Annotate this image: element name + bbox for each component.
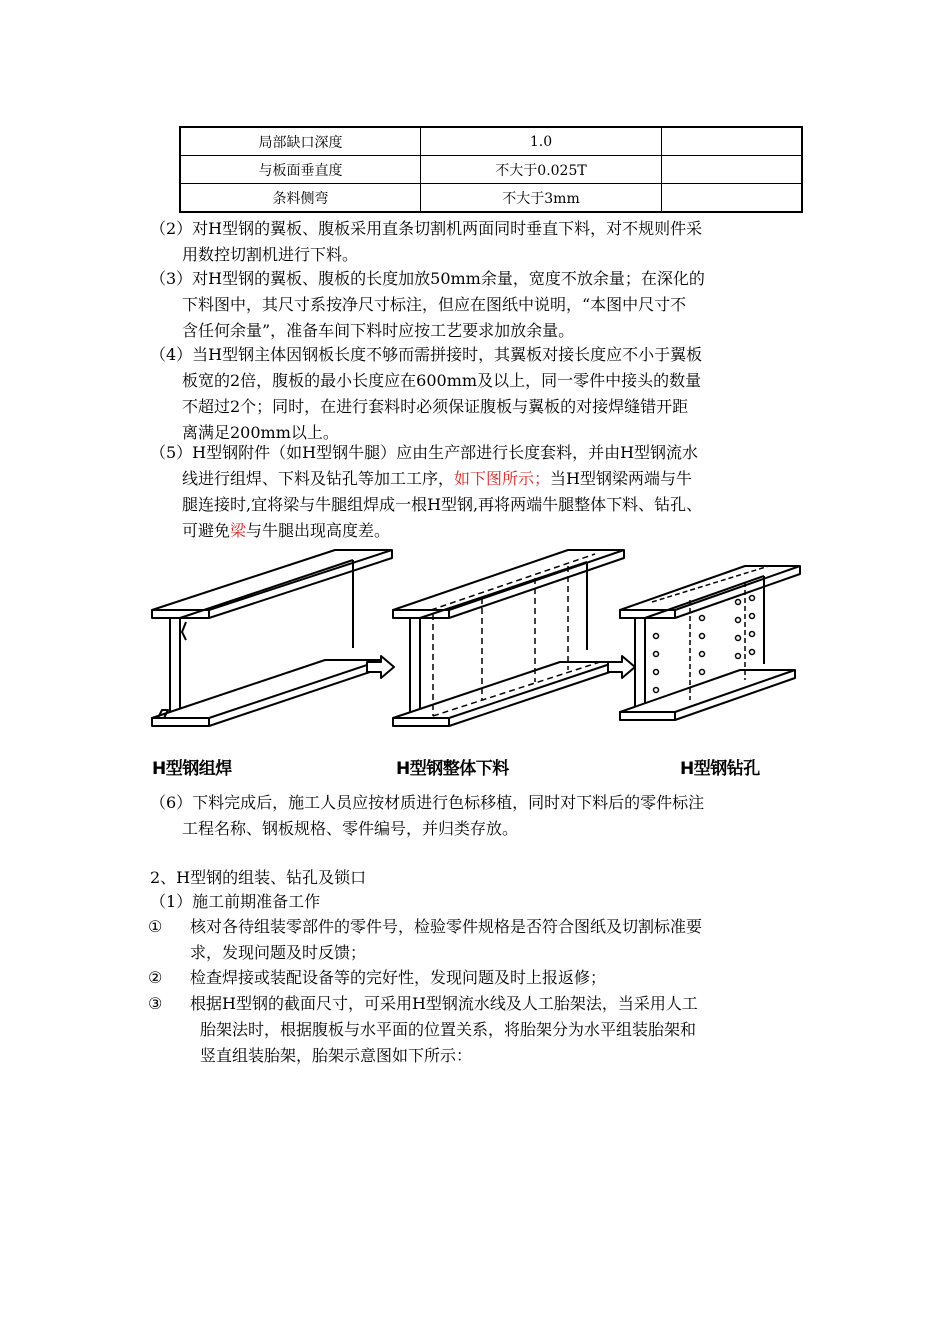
- text-line: 胎架法时，根据腹板与水平面的位置关系，将胎架分为水平组装胎架和: [200, 1020, 697, 1039]
- figure-caption: H型钢整体下料: [396, 759, 509, 779]
- text-line: 核对各待组装零部件的零件号，检验零件规格是否符合图纸及切割标准要: [190, 917, 703, 936]
- text-line: 用数控切割机进行下料。: [182, 245, 359, 264]
- text-line: [150, 466, 830, 492]
- list-marker: ②: [148, 968, 163, 987]
- table-cell: 与板面垂直度: [180, 156, 421, 184]
- text-line: 离满足200mm以上。: [182, 423, 339, 442]
- table-cell: 1.0: [421, 127, 662, 156]
- table-cell: [662, 156, 803, 184]
- text-line: （3）对H型钢的翼板、腹板的长度加放50mm余量，宽度不放余量；在深化的: [150, 269, 705, 288]
- figure-caption: H型钢钻孔: [680, 759, 760, 779]
- text-run: 当H型钢梁两端与牛: [550, 469, 692, 488]
- table-cell: [662, 127, 803, 156]
- table-row: [180, 184, 802, 213]
- spec-table: [179, 126, 803, 213]
- text-line: 下料图中，其尺寸系按净尺寸标注，但应在图纸中说明，“本图中尺寸不: [182, 295, 687, 314]
- table-cell: [662, 184, 803, 213]
- text-run: 与牛腿出现高度差。: [246, 521, 391, 540]
- h-beam-welded-illustration: [152, 550, 392, 726]
- text-run: 可避免: [182, 521, 231, 540]
- table-cell: 条料侧弯: [180, 184, 421, 213]
- paragraph-4: [150, 342, 830, 446]
- text-line: 竖直组装胎架，胎架示意图如下所示：: [200, 1046, 473, 1065]
- highlighted-text: 梁: [230, 521, 247, 540]
- subsection-heading: （1）施工前期准备工作: [150, 892, 321, 911]
- text-line: 含任何余量”，准备车间下料时应按工艺要求加放余量。: [182, 321, 575, 340]
- text-line: （2）对H型钢的翼板、腹板采用直条切割机两面同时垂直下料，对不规则件采: [150, 219, 703, 238]
- table-cell: 局部缺口深度: [180, 127, 421, 156]
- table-row: [180, 127, 802, 156]
- text-line: 求，发现问题及时反馈；: [190, 943, 367, 962]
- text-run: 线进行组焊、下料及钻孔等加工工序，: [182, 469, 455, 488]
- figure-caption: H型钢组焊: [152, 759, 232, 779]
- h-beam-process-figure: [140, 540, 820, 740]
- text-line: 腿连接时,宜将梁与牛腿组焊成一根H型钢,再将两端牛腿整体下料、钻孔、: [182, 495, 703, 514]
- text-line: （5）H型钢附件（如H型钢牛腿）应由生产部进行长度套料，并由H型钢流水: [150, 443, 699, 462]
- text-line: 根据H型钢的截面尺寸，可采用H型钢流水线及人工胎架法，当采用人工: [190, 994, 698, 1013]
- text-line: 工程名称、钢板规格、零件编号，并归类存放。: [182, 819, 519, 838]
- paragraph-6: [150, 790, 830, 842]
- table-cell: 不大于0.025T: [421, 156, 662, 184]
- h-beam-drilling-illustration: [620, 566, 800, 720]
- text-line: 检查焊接或装配设备等的完好性，发现问题及时上报返修；: [190, 968, 607, 987]
- section-heading: 2、H型钢的组装、钻孔及锁口: [150, 868, 367, 887]
- arrow-icon: [608, 656, 635, 678]
- highlighted-text: 如下图所示；: [454, 469, 551, 488]
- paragraph-5: [150, 440, 830, 544]
- paragraph-3: [150, 266, 830, 344]
- list-item: [190, 965, 870, 991]
- text-line: （6）下料完成后，施工人员应按材质进行色标移植，同时对下料后的零件标注: [150, 793, 705, 812]
- text-line: 不超过2个；同时，在进行套料时必须保证腹板与翼板的对接焊缝错开距: [182, 397, 689, 416]
- paragraph-2: [150, 216, 830, 268]
- list-item: [190, 914, 870, 966]
- text-line: 板宽的2倍，腹板的最小长度应在600mm及以上，同一零件中接头的数量: [182, 371, 702, 390]
- list-marker: ①: [148, 917, 163, 936]
- list-marker: ③: [148, 994, 163, 1013]
- h-beam-cutting-illustration: [393, 550, 624, 726]
- list-item: [190, 991, 870, 1069]
- text-line: （4）当H型钢主体因钢板长度不够而需拼接时，其翼板对接长度应不小于翼板: [150, 345, 703, 364]
- table-row: [180, 156, 802, 184]
- table-cell: 不大于3mm: [421, 184, 662, 213]
